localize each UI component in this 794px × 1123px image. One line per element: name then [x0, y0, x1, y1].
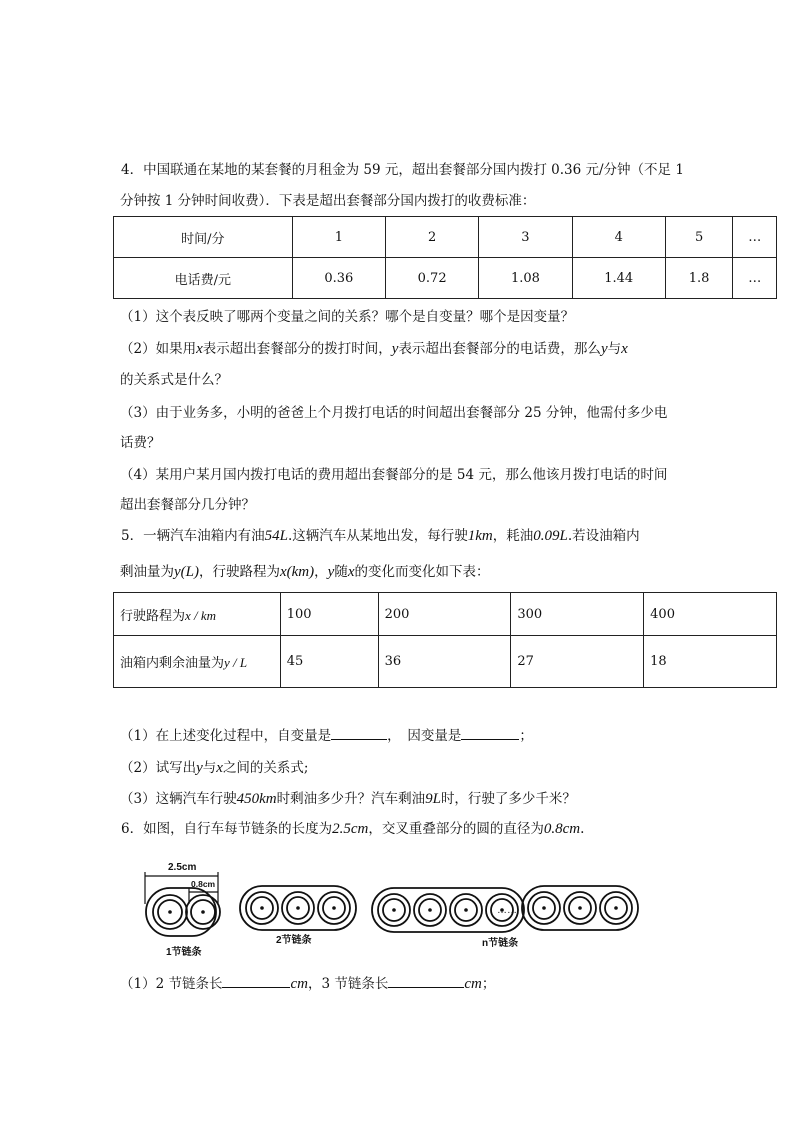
- q5-stem-line2: [120, 563, 489, 581]
- text: 与: [607, 341, 622, 357]
- q4-part1: （1）这个表反映了哪两个变量之间的关系？哪个是自变量？哪个是因变量？: [120, 309, 575, 325]
- table-cell: [114, 636, 281, 688]
- chain-pin: [201, 910, 205, 914]
- table-cell: 45: [280, 636, 378, 688]
- text: （2）试写出: [120, 760, 197, 776]
- figure-caption-n: n节链条: [482, 938, 519, 949]
- table-cell: 1.08: [479, 258, 572, 299]
- math-distance: 450km: [236, 791, 277, 807]
- table-cell: 2: [386, 217, 479, 258]
- dim-label-overlap: 0.8cm: [191, 879, 216, 889]
- text: （2）如果用: [120, 341, 197, 357]
- table-cell: 1: [292, 217, 385, 258]
- text: 之间的关系式;: [222, 760, 309, 776]
- math-consumption: 0.09L: [533, 528, 568, 544]
- math-var-y: y: [391, 341, 399, 357]
- answer-blank[interactable]: [222, 975, 290, 988]
- math-fuel: 54L: [264, 528, 288, 544]
- text: 时剩油多少升？汽车剩油: [276, 791, 426, 807]
- q5-part3: [120, 790, 576, 808]
- text: .: [580, 821, 585, 837]
- chain-pin: [332, 906, 336, 910]
- text: 的变化而变化如下表：: [354, 564, 490, 580]
- q5-fuel-table: [113, 592, 777, 688]
- table-cell: 0.72: [386, 258, 479, 299]
- math-x-unit: x(km): [280, 564, 315, 580]
- answer-blank[interactable]: [388, 975, 464, 988]
- text: .这辆汽车从某地出发，每行驶: [287, 528, 468, 544]
- unit-cm: cm: [464, 976, 482, 992]
- text: （1）2 节链条长: [120, 976, 223, 992]
- chain-pin: [392, 908, 396, 912]
- unit-cm: cm: [290, 976, 308, 992]
- math-overlap-diameter: 0.8cm: [543, 821, 581, 837]
- text: （3）这辆汽车行驶: [120, 791, 237, 807]
- q4-part2-line2: 的关系式是什么？: [120, 372, 228, 388]
- text: 时，行驶了多少千米？: [440, 791, 576, 807]
- table-cell: 18: [644, 636, 777, 688]
- table-cell: 0.36: [292, 258, 385, 299]
- q4-part2: [120, 340, 628, 358]
- chain-pin: [614, 906, 618, 910]
- math-var-y: y: [196, 760, 203, 776]
- table-cell: 400: [644, 593, 777, 636]
- q6-part1: [120, 975, 495, 993]
- table-cell: 27: [511, 636, 644, 688]
- text: 油箱内剩余油量为: [120, 656, 225, 671]
- chain-pin: [578, 906, 582, 910]
- table-cell: 300: [511, 593, 644, 636]
- text: 与: [202, 760, 217, 776]
- table-cell: 1.44: [572, 258, 665, 299]
- q5-part2: [120, 759, 309, 777]
- q4-fee-table: [113, 216, 777, 299]
- q4-stem-line2: 分钟按 1 分钟时间收费）．下表是超出套餐部分国内拨打的收费标准：: [120, 193, 536, 209]
- text: 表示超出套餐部分的拨打时间，: [202, 341, 392, 357]
- table-cell: 3: [479, 217, 572, 258]
- table-cell: …: [733, 217, 777, 258]
- text: 剩油量为: [120, 564, 174, 580]
- q4-part3-line1: （3）由于业务多，小明的爸爸上个月拨打电话的时间超出套餐部分 25 分钟，他需付多少电: [120, 405, 668, 421]
- math-label: x / km: [185, 607, 217, 623]
- chain-pin: [428, 908, 432, 912]
- math-y-unit: y(L): [174, 564, 199, 580]
- q4-stem-line1: 4．中国联通在某地的某套餐的月租金为 59 元，超出套餐部分国内拨打 0.36 元/分钟（不足 1: [121, 162, 684, 178]
- chain-pin: [464, 908, 468, 912]
- bike-chain-figure: [140, 858, 650, 958]
- chain-pin: [168, 910, 172, 914]
- text: ，交叉重叠部分的圆的直径为: [368, 821, 544, 837]
- table-row: [114, 217, 777, 258]
- text: ，耗油: [492, 528, 534, 544]
- text: 行驶路程为: [120, 608, 186, 624]
- table-cell: 时间/分: [114, 217, 293, 258]
- text: ；: [481, 976, 496, 992]
- dim-label-total: 2.5cm: [168, 862, 197, 873]
- table-row: [114, 636, 777, 688]
- answer-blank[interactable]: [461, 727, 519, 740]
- q4-part4-line2: 超出套餐部分几分钟？: [120, 497, 255, 513]
- table-cell: 4: [572, 217, 665, 258]
- math-remaining-fuel: 9L: [425, 791, 441, 807]
- table-cell: 5: [665, 217, 733, 258]
- chain-pin: [542, 906, 546, 910]
- figure-caption-1: 1节链条: [166, 947, 202, 958]
- q5-stem-line1: [121, 527, 640, 545]
- q4-part4-line1: （4）某用户某月国内拨打电话的费用超出套餐部分的是 54 元，那么他该月拨打电话的时间: [120, 467, 668, 483]
- text: ，3 节链条长: [307, 976, 389, 992]
- table-cell: 36: [378, 636, 511, 688]
- q4-part3-line2: 话费？: [120, 435, 161, 451]
- text: 6．如图，自行车每节链条的长度为: [121, 821, 333, 837]
- q6-stem: [121, 820, 584, 838]
- table-row: [114, 258, 777, 299]
- math-var-x: x: [216, 760, 223, 776]
- chain-pin: [296, 906, 300, 910]
- text: 表示超出套餐部分的电话费，那么: [398, 341, 601, 357]
- math-var-x: x: [196, 341, 203, 357]
- text: ，: [314, 564, 328, 580]
- math-var-x: x: [621, 341, 628, 357]
- text: .若设油箱内: [567, 528, 640, 544]
- text: ，行驶路程为: [199, 564, 280, 580]
- math-link-length: 2.5cm: [332, 821, 369, 837]
- math-var-y: y: [327, 564, 335, 580]
- math-label: y / L: [224, 655, 248, 670]
- table-cell: 电话费/元: [114, 258, 293, 299]
- text: 随: [334, 564, 348, 580]
- table-row: [114, 593, 777, 636]
- table-cell: [114, 593, 281, 636]
- table-cell: 200: [378, 593, 511, 636]
- ellipsis: ……: [497, 905, 517, 916]
- table-cell: 100: [280, 593, 378, 636]
- table-cell: …: [733, 258, 777, 299]
- math-var-y: y: [600, 341, 608, 357]
- table-cell: 1.8: [665, 258, 733, 299]
- math-distance-unit: 1km: [467, 528, 493, 544]
- text: （1）在上述变化过程中，自变量是: [120, 728, 332, 744]
- answer-blank[interactable]: [331, 727, 387, 740]
- figure-caption-2: 2节链条: [276, 935, 312, 946]
- chain-pin: [260, 906, 264, 910]
- text: 5．一辆汽车油箱内有油: [121, 528, 265, 544]
- text: ， 因变量是: [387, 728, 462, 744]
- math-var-x: x: [347, 564, 355, 580]
- q5-part1: [120, 727, 533, 745]
- text: ；: [519, 728, 533, 744]
